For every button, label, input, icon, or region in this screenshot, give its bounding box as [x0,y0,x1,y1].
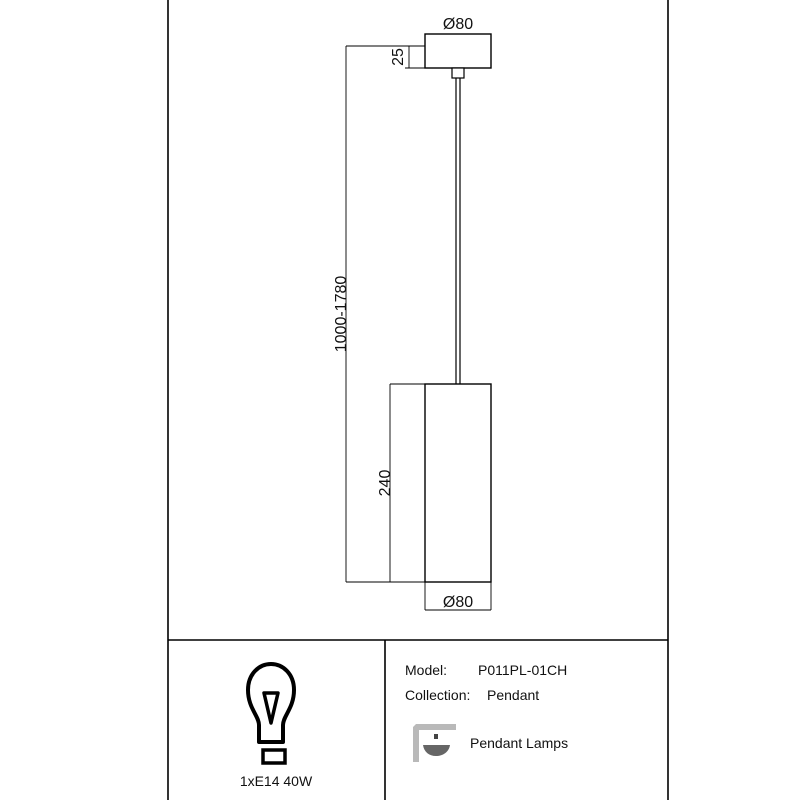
overall-height-label: 1000-1780 [333,275,350,353]
pendant-lamp-drawing [425,34,491,582]
pendant-lamp-icon [413,724,456,762]
shade-diameter-label: Ø80 [442,594,474,611]
bulb-spec: 1xE14 40W [239,773,313,789]
canopy-connector [452,68,464,78]
collection-value: Pendant [487,687,540,703]
dimension-lines [346,34,491,610]
canopy-height-label: 25 [390,48,407,66]
collection-label: Collection: [405,687,471,703]
canopy [425,34,491,68]
frame [168,0,668,800]
shade-height-label: 240 [377,469,394,497]
light-bulb-icon [248,664,294,763]
canopy-diameter-label: Ø80 [442,16,474,33]
model-label: Model: [405,662,448,678]
lamp-shade [425,384,491,582]
model-value: P011PL-01CH [478,662,568,678]
lamp-type-value: Pendant Lamps [470,735,569,751]
